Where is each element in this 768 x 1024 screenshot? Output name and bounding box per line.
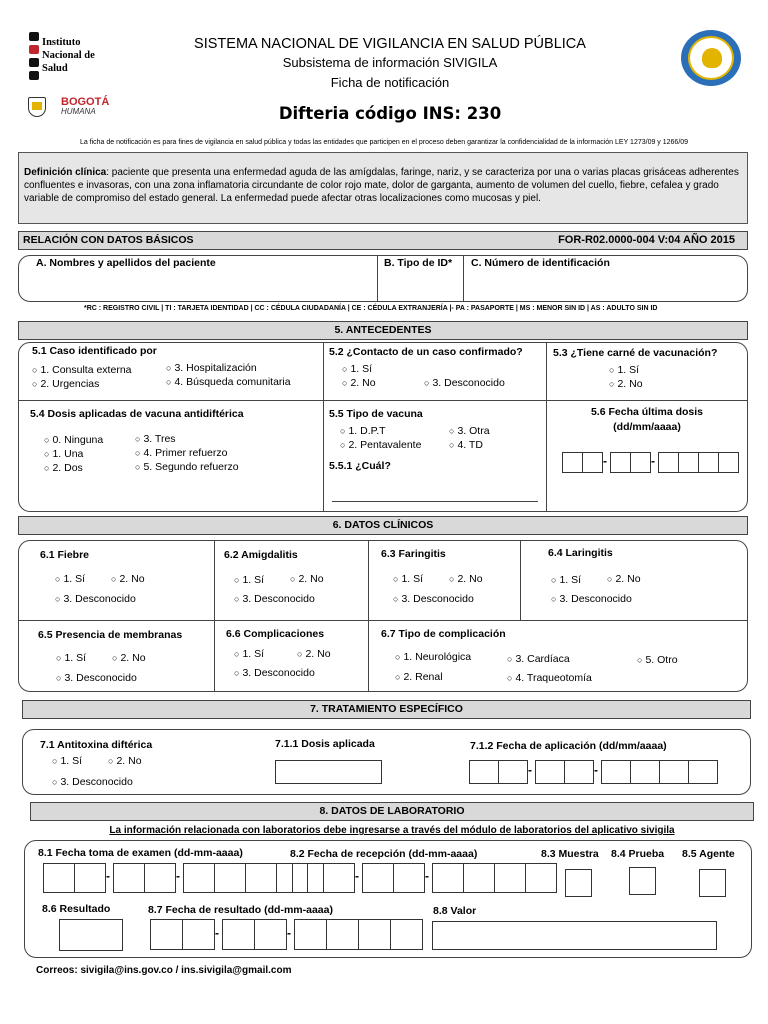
- q66-label: 6.6 Complicaciones: [226, 628, 325, 640]
- date-digit-box[interactable]: [525, 863, 557, 893]
- q54-opt-4[interactable]: ○ 4. Primer refuerzo: [135, 447, 227, 459]
- q71-label: 7.1 Antitoxina diftérica: [40, 739, 153, 751]
- contact-emails: Correos: sivigila@ins.gov.co / ins.sivigila@gmail.com: [36, 965, 292, 976]
- q62-yes[interactable]: ○ 1. Sí: [234, 574, 264, 586]
- date-separator: -: [176, 869, 180, 883]
- date-digit-box[interactable]: [326, 919, 359, 950]
- ins-logo-text-1: Instituto: [42, 37, 81, 48]
- header-line-2: Subsistema de información SIVIGILA: [282, 55, 498, 70]
- q88-value-input[interactable]: [432, 921, 717, 950]
- q83-sample-input[interactable]: [565, 869, 592, 897]
- clinical-header: 6. DATOS CLÍNICOS: [18, 516, 748, 535]
- q64-yes[interactable]: ○ 1. Sí: [551, 574, 581, 586]
- date-digit-box[interactable]: [678, 452, 699, 473]
- date-separator: -: [287, 925, 291, 940]
- q711-dose-input[interactable]: [275, 760, 382, 784]
- q52-label: 5.2 ¿Contacto de un caso confirmado?: [329, 346, 523, 358]
- q54-opt-3[interactable]: ○ 3. Tres: [135, 433, 176, 445]
- date-separator: -: [651, 453, 655, 468]
- date-digit-box[interactable]: [74, 863, 106, 893]
- date-digit-box[interactable]: [582, 452, 603, 473]
- date-digit-box[interactable]: [222, 919, 255, 950]
- q61-label: 6.1 Fiebre: [40, 549, 90, 561]
- q67-opt-5[interactable]: ○ 5. Otro: [637, 654, 678, 666]
- q88-label: 8.8 Valor: [433, 905, 477, 917]
- header-line-3: Ficha de notificación: [330, 75, 450, 90]
- header-line-1: SISTEMA NACIONAL DE VIGILANCIA EN SALUD PÚBLICA: [194, 36, 586, 52]
- q64-label: 6.4 Laringitis: [548, 547, 613, 559]
- date-digit-box[interactable]: [150, 919, 183, 950]
- date-digit-box[interactable]: [494, 863, 526, 893]
- bogota-logo: [28, 94, 108, 122]
- bogota-shield-icon: [28, 97, 46, 117]
- q86-result-input[interactable]: [59, 919, 123, 951]
- form-code: FOR-R02.0000-004 V:04 AÑO 2015: [558, 234, 735, 246]
- q65-yes[interactable]: ○ 1. Sí: [56, 652, 86, 664]
- q551-input-line[interactable]: [332, 501, 538, 502]
- date-separator: -: [425, 869, 429, 883]
- q52-opt-3[interactable]: ○ 3. Desconocido: [424, 377, 505, 389]
- patient-name-input[interactable]: [24, 268, 374, 298]
- q87-label: 8.7 Fecha de resultado (dd-mm-aaaa): [148, 904, 333, 916]
- q65-unknown[interactable]: ○ 3. Desconocido: [56, 672, 137, 684]
- q83-label: 8.3 Muestra: [541, 848, 599, 860]
- q61-unknown[interactable]: ○ 3. Desconocido: [55, 593, 136, 605]
- q51-opt-3[interactable]: ○ 3. Hospitalización: [166, 362, 257, 374]
- q62-label: 6.2 Amigdalitis: [224, 549, 298, 561]
- definition-label: Definición clínica: [24, 167, 107, 178]
- ins-logo-mark: [29, 32, 39, 84]
- lab-header: 8. DATOS DE LABORATORIO: [30, 802, 754, 821]
- q53-opt-1[interactable]: ○ 1. Sí: [609, 364, 639, 376]
- q63-no[interactable]: ○ 2. No: [449, 573, 483, 585]
- q61-yes[interactable]: ○ 1. Sí: [55, 573, 85, 585]
- definition-text: : paciente que presenta una enfermedad aguda de las amígdalas, faringe, nariz, y se caracteriza por una o varias placas grisáceas adherentes confluentes e invasoras, con una zona inflamatoria circundante de color rojo mate, dolor de garganta, aumento de volumen del cuello, fiebre, cefalea y grado variable de compromiso del estado general. La enfermedad puede afectar otras localizaciones como mucosas y piel.: [24, 167, 739, 204]
- id-type-label: B. Tipo de ID*: [384, 257, 453, 269]
- q55-opt-3[interactable]: ○ 3. Otra: [449, 425, 490, 437]
- date-digit-box[interactable]: [144, 863, 176, 893]
- q85-agent-input[interactable]: [699, 869, 726, 897]
- q54-opt-0[interactable]: ○ 0. Ninguna: [44, 434, 103, 446]
- date-digit-box[interactable]: [463, 863, 495, 893]
- date-digit-box[interactable]: [601, 760, 631, 784]
- date-digit-box[interactable]: [610, 452, 631, 473]
- q67-label: 6.7 Tipo de complicación: [381, 628, 506, 640]
- q84-test-input[interactable]: [629, 867, 656, 895]
- q64-unknown[interactable]: ○ 3. Desconocido: [551, 593, 632, 605]
- date-digit-box[interactable]: [113, 863, 145, 893]
- colombia-seal-icon: [681, 30, 741, 86]
- date-digit-box[interactable]: [688, 760, 718, 784]
- date-digit-box[interactable]: [498, 760, 528, 784]
- q51-opt-2[interactable]: ○ 2. Urgencias: [32, 378, 99, 390]
- q71-unknown[interactable]: ○ 3. Desconocido: [52, 776, 133, 788]
- q85-label: 8.5 Agente: [682, 848, 735, 860]
- q71-yes[interactable]: ○ 1. Sí: [52, 755, 82, 767]
- date-separator: -: [215, 925, 219, 940]
- q54-label: 5.4 Dosis aplicadas de vacuna antidiftérica: [30, 408, 244, 420]
- id-type-input[interactable]: [380, 268, 460, 298]
- date-digit-box[interactable]: [245, 863, 277, 893]
- q71-no[interactable]: ○ 2. No: [108, 755, 142, 767]
- q66-no[interactable]: ○ 2. No: [297, 648, 331, 660]
- clinical-box: [18, 540, 748, 692]
- q63-unknown[interactable]: ○ 3. Desconocido: [393, 593, 474, 605]
- q53-label: 5.3 ¿Tiene carné de vacunación?: [553, 347, 718, 359]
- q62-unknown[interactable]: ○ 3. Desconocido: [234, 593, 315, 605]
- q51-opt-1[interactable]: ○ 1. Consulta externa: [32, 364, 132, 376]
- treatment-header: 7. TRATAMIENTO ESPECÍFICO: [22, 700, 751, 719]
- q52-opt-1[interactable]: ○ 1. Sí: [342, 363, 372, 375]
- ins-logo: [26, 30, 116, 86]
- date-separator: -: [106, 869, 110, 883]
- patient-name-label: A. Nombres y apellidos del paciente: [36, 257, 216, 269]
- date-digit-box[interactable]: [390, 919, 423, 950]
- q82-label: 8.2 Fecha de recepción (dd-mm-aaaa): [290, 848, 478, 860]
- q51-label: 5.1 Caso identificado por: [32, 345, 157, 357]
- date-separator: -: [355, 869, 359, 883]
- date-separator: -: [528, 763, 532, 777]
- ins-logo-text-3: Salud: [42, 63, 68, 74]
- bogota-logo-name: BOGOTÁ: [61, 96, 110, 108]
- q84-label: 8.4 Prueba: [611, 848, 665, 860]
- date-digit-box[interactable]: [718, 452, 739, 473]
- q55-opt-4[interactable]: ○ 4. TD: [449, 439, 483, 451]
- form-title: Difteria código INS: 230: [278, 104, 502, 123]
- date-separator: -: [603, 453, 607, 468]
- q66-unknown[interactable]: ○ 3. Desconocido: [234, 667, 315, 679]
- q712-label: 7.1.2 Fecha de aplicación (dd/mm/aaaa): [470, 740, 667, 752]
- q51-opt-4[interactable]: ○ 4. Búsqueda comunitaria: [166, 376, 291, 388]
- date-digit-box[interactable]: [292, 863, 324, 893]
- antecedents-header: 5. ANTECEDENTES: [18, 321, 748, 340]
- date-digit-box[interactable]: [562, 452, 583, 473]
- date-digit-box[interactable]: [432, 863, 464, 893]
- date-digit-box[interactable]: [630, 760, 660, 784]
- q65-label: 6.5 Presencia de membranas: [38, 629, 183, 641]
- date-digit-box[interactable]: [469, 760, 499, 784]
- q56-label: 5.6 Fecha última dosis: [590, 406, 704, 418]
- q67-opt-2[interactable]: ○ 2. Renal: [395, 671, 443, 683]
- q55-opt-1[interactable]: ○ 1. D.P.T: [340, 425, 386, 437]
- date-digit-box[interactable]: [630, 452, 651, 473]
- lab-note: La información relacionada con laboratorios debe ingresarse a través del módulo de laboratorios del aplicativo sivigila: [109, 825, 675, 836]
- date-digit-box[interactable]: [658, 452, 679, 473]
- ins-logo-text-2: Nacional de: [42, 50, 95, 61]
- q55-label: 5.5 Tipo de vacuna: [329, 408, 423, 420]
- q54-opt-2[interactable]: ○ 2. Dos: [44, 462, 83, 474]
- basic-data-header: [18, 231, 748, 250]
- date-digit-box[interactable]: [698, 452, 719, 473]
- date-digit-box[interactable]: [659, 760, 689, 784]
- q65-no[interactable]: ○ 2. No: [112, 652, 146, 664]
- clinical-definition: [18, 152, 748, 224]
- q63-label: 6.3 Faringitis: [381, 548, 446, 560]
- q551-label: 5.5.1 ¿Cuál?: [329, 460, 391, 472]
- q61-no[interactable]: ○ 2. No: [111, 573, 145, 585]
- date-digit-box[interactable]: [358, 919, 391, 950]
- date-digit-box[interactable]: [535, 760, 565, 784]
- bogota-logo-sub: HUMANA: [61, 107, 96, 116]
- date-digit-box[interactable]: [323, 863, 355, 893]
- date-digit-box[interactable]: [183, 863, 215, 893]
- q63-yes[interactable]: ○ 1. Sí: [393, 573, 423, 585]
- date-digit-box[interactable]: [393, 863, 425, 893]
- q56-format: (dd/mm/aaaa): [613, 421, 681, 433]
- q67-opt-4[interactable]: ○ 4. Traqueotomía: [507, 672, 592, 684]
- q81-label: 8.1 Fecha toma de examen (dd-mm-aaaa): [38, 847, 243, 859]
- date-digit-box[interactable]: [362, 863, 394, 893]
- q54-opt-1[interactable]: ○ 1. Una: [44, 448, 83, 460]
- q67-opt-1[interactable]: ○ 1. Neurológica: [395, 651, 471, 663]
- date-digit-box[interactable]: [43, 863, 75, 893]
- id-type-legend: *RC : REGISTRO CIVIL | TI : TARJETA IDENTIDAD | CC : CÉDULA CIUDADANÍA | CE : CÉDULA EXTRANJERÍA |- PA : PASAPORTE | MS : MENOR SIN ID | AS : ADULTO SIN ID: [84, 305, 658, 312]
- date-digit-box[interactable]: [564, 760, 594, 784]
- date-separator: -: [594, 763, 598, 777]
- q62-no[interactable]: ○ 2. No: [290, 573, 324, 585]
- q67-opt-3[interactable]: ○ 3. Cardíaca: [507, 653, 570, 665]
- q711-label: 7.1.1 Dosis aplicada: [275, 738, 375, 750]
- q53-opt-2[interactable]: ○ 2. No: [609, 378, 643, 390]
- id-number-label: C. Número de identificación: [471, 257, 610, 269]
- confidentiality-note: La ficha de notificación es para fines de vigilancia en salud pública y todas las entidades que participen en el proceso deben garantizar la confidencialidad de la información LEY 1273/09 y 1266/09: [79, 139, 689, 146]
- q52-opt-2[interactable]: ○ 2. No: [342, 377, 376, 389]
- id-number-input[interactable]: [466, 268, 742, 298]
- q55-opt-2[interactable]: ○ 2. Pentavalente: [340, 439, 421, 451]
- date-digit-box[interactable]: [214, 863, 246, 893]
- q64-no[interactable]: ○ 2. No: [607, 573, 641, 585]
- date-digit-box[interactable]: [294, 919, 327, 950]
- q66-yes[interactable]: ○ 1. Sí: [234, 648, 264, 660]
- date-digit-box[interactable]: [254, 919, 287, 950]
- q86-label: 8.6 Resultado: [42, 903, 111, 915]
- q54-opt-5[interactable]: ○ 5. Segundo refuerzo: [135, 461, 239, 473]
- date-digit-box[interactable]: [182, 919, 215, 950]
- basic-data-title: RELACIÓN CON DATOS BÁSICOS: [23, 234, 194, 246]
